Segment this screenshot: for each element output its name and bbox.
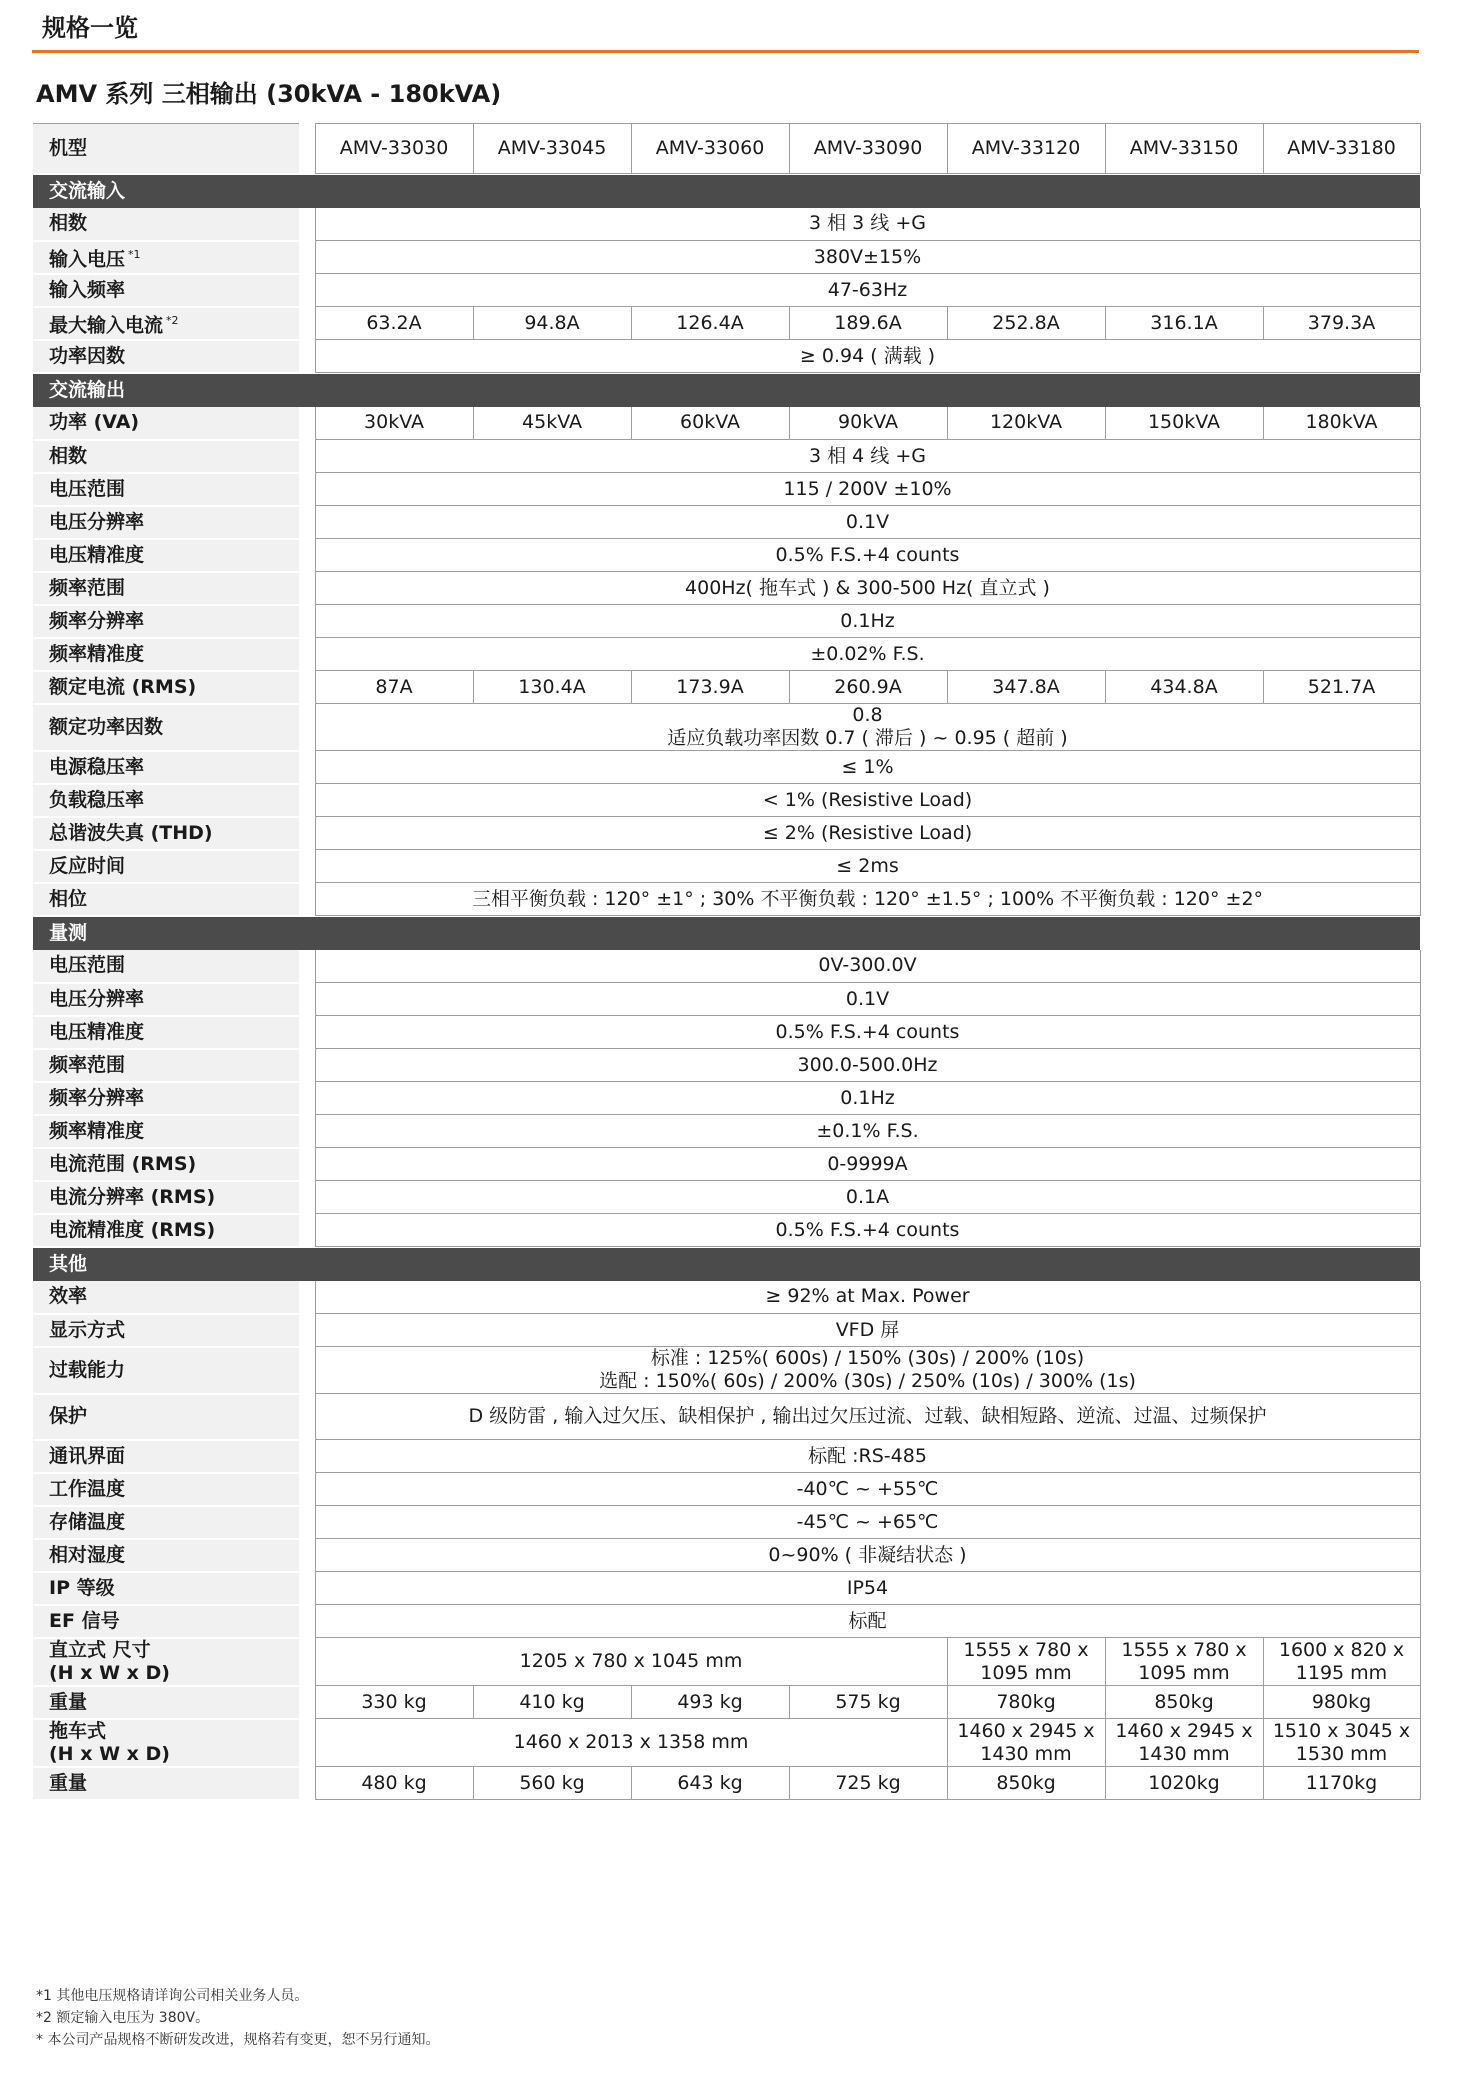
- spec-value: 493 kg: [631, 1686, 789, 1719]
- spec-row: [33, 1049, 1420, 1082]
- spec-value-span: ±0.1% F.S.: [315, 1115, 1420, 1148]
- spec-label-text: 输入频率: [49, 278, 126, 301]
- heading-divider: [32, 50, 1419, 53]
- section-header: [33, 174, 1420, 208]
- model-name: AMV-33180: [1263, 124, 1420, 174]
- spec-value-span: VFD 屏: [315, 1314, 1420, 1347]
- spec-label-text: 功率因数: [49, 344, 126, 367]
- column-gap: [299, 784, 315, 817]
- spec-row: [33, 784, 1420, 817]
- spec-value: 1460 x 2945 x 1430 mm: [1105, 1719, 1263, 1767]
- column-gap: [299, 1314, 315, 1347]
- column-gap: [299, 638, 315, 671]
- spec-row: [33, 751, 1420, 784]
- spec-label: [33, 241, 299, 274]
- spec-value: 1555 x 780 x 1095 mm: [1105, 1638, 1263, 1686]
- spec-row: [33, 274, 1420, 307]
- spec-label: [33, 1281, 299, 1314]
- column-gap: [299, 572, 315, 605]
- spec-row: [33, 950, 1420, 983]
- spec-label-text: 频率范围: [49, 1053, 126, 1076]
- column-gap: [299, 983, 315, 1016]
- spec-value-span: ≥ 92% at Max. Power: [315, 1281, 1420, 1314]
- spec-value: 30kVA: [315, 407, 473, 440]
- spec-row: [33, 506, 1420, 539]
- spec-value: 480 kg: [315, 1767, 473, 1800]
- column-gap: [299, 1394, 315, 1440]
- column-gap: [299, 1281, 315, 1314]
- column-gap: [299, 1638, 315, 1686]
- spec-row: [33, 638, 1420, 671]
- spec-value-span: ≤ 2ms: [315, 850, 1420, 883]
- spec-value-span: 0~90% ( 非凝结状态 ): [315, 1539, 1420, 1572]
- model-name: AMV-33150: [1105, 124, 1263, 174]
- column-gap: [299, 1572, 315, 1605]
- spec-value-span: 标配 :RS-485: [315, 1440, 1420, 1473]
- spec-label: [33, 407, 299, 440]
- spec-label: [33, 704, 299, 751]
- column-gap: [299, 1605, 315, 1638]
- spec-label-text: 电压分辨率: [49, 987, 145, 1010]
- spec-row: [33, 1440, 1420, 1473]
- spec-label: [33, 1473, 299, 1506]
- spec-label: [33, 1049, 299, 1082]
- spec-value-line: 适应负载功率因数 0.7 ( 滞后 ) ~ 0.95 ( 超前 ): [667, 727, 1068, 749]
- spec-value-span: 0.1V: [315, 983, 1420, 1016]
- column-gap: [299, 340, 315, 373]
- spec-value: 180kVA: [1263, 407, 1420, 440]
- model-header-row: [33, 124, 1420, 174]
- spec-value-span: 0.5% F.S.+4 counts: [315, 1016, 1420, 1049]
- column-gap: [299, 1347, 315, 1394]
- spec-value-line: 0.8: [852, 704, 883, 726]
- spec-value-span: 0.1Hz: [315, 1082, 1420, 1115]
- column-gap: [299, 1440, 315, 1473]
- spec-value-span: 300.0-500.0Hz: [315, 1049, 1420, 1082]
- spec-value: 521.7A: [1263, 671, 1420, 704]
- spec-value: 1170kg: [1263, 1767, 1420, 1800]
- spec-value: 1460 x 2945 x 1430 mm: [947, 1719, 1105, 1767]
- spec-row: [33, 1082, 1420, 1115]
- section-title: 交流输出: [33, 373, 1420, 407]
- column-gap: [299, 1016, 315, 1049]
- spec-value: 45kVA: [473, 407, 631, 440]
- spec-value: 850kg: [947, 1767, 1105, 1800]
- spec-value: 90kVA: [789, 407, 947, 440]
- column-gap: [299, 307, 315, 340]
- column-gap: [299, 1473, 315, 1506]
- spec-value-shared: 1460 x 2013 x 1358 mm: [315, 1719, 947, 1767]
- column-gap: [299, 124, 315, 174]
- section-title: 其他: [33, 1247, 1420, 1281]
- spec-table: [33, 123, 1421, 1801]
- column-gap: [299, 1506, 315, 1539]
- spec-row: [33, 1572, 1420, 1605]
- section-header: [33, 916, 1420, 950]
- spec-value-span: 115 / 200V ±10%: [315, 473, 1420, 506]
- spec-row: [33, 407, 1420, 440]
- column-gap: [299, 473, 315, 506]
- spec-row: [33, 1473, 1420, 1506]
- spec-label-text: 重量: [49, 1771, 88, 1794]
- spec-row: [33, 1686, 1420, 1719]
- spec-value: 60kVA: [631, 407, 789, 440]
- spec-value: 126.4A: [631, 307, 789, 340]
- spec-label: [33, 1638, 299, 1686]
- spec-row: [33, 1506, 1420, 1539]
- model-name: AMV-33030: [315, 124, 473, 174]
- spec-value: 173.9A: [631, 671, 789, 704]
- spec-label-text: 额定电流 (RMS): [49, 675, 197, 698]
- spec-row: [33, 605, 1420, 638]
- spec-label-line: (H x W x D): [49, 1742, 170, 1765]
- footnote-line: * 本公司产品规格不断研发改进，规格若有变更，恕不另行通知。: [36, 2032, 440, 2048]
- spec-label: [33, 1539, 299, 1572]
- spec-label-text: 电压精准度: [49, 543, 145, 566]
- spec-value: 347.8A: [947, 671, 1105, 704]
- spec-label: [33, 473, 299, 506]
- page-heading: 规格一览: [42, 14, 138, 42]
- spec-label-text: 电流分辨率 (RMS): [49, 1185, 216, 1208]
- spec-value-span: 0.1A: [315, 1181, 1420, 1214]
- spec-value: 130.4A: [473, 671, 631, 704]
- spec-label-text: 电压精准度: [49, 1020, 145, 1043]
- spec-value: 850kg: [1105, 1686, 1263, 1719]
- spec-label-text: 电流范围 (RMS): [49, 1152, 197, 1175]
- spec-value: 63.2A: [315, 307, 473, 340]
- spec-row: [33, 1638, 1420, 1686]
- spec-label: [33, 539, 299, 572]
- spec-value: 379.3A: [1263, 307, 1420, 340]
- spec-value: 150kVA: [1105, 407, 1263, 440]
- spec-label: [33, 638, 299, 671]
- spec-row: [33, 572, 1420, 605]
- spec-label: [33, 784, 299, 817]
- spec-label: [33, 440, 299, 473]
- spec-row: [33, 208, 1420, 241]
- spec-value: 560 kg: [473, 1767, 631, 1800]
- spec-value-line: 选配 : 150%( 60s) / 200% (30s) / 250% (10s) / 300% (1s): [599, 1370, 1136, 1392]
- spec-label-text: 功率 (VA): [49, 411, 140, 433]
- spec-row: [33, 1281, 1420, 1314]
- spec-label-text: 保护: [49, 1405, 88, 1427]
- spec-label: [33, 751, 299, 784]
- column-gap: [299, 883, 315, 916]
- spec-row: [33, 1767, 1420, 1800]
- column-gap: [299, 1214, 315, 1247]
- spec-value: 434.8A: [1105, 671, 1263, 704]
- spec-value-span: 0V-300.0V: [315, 950, 1420, 983]
- footnote-line: *2 额定输入电压为 380V。: [36, 2010, 210, 2026]
- spec-value-line: 标准 : 125%( 600s) / 150% (30s) / 200% (10s): [650, 1347, 1085, 1369]
- column-gap: [299, 1767, 315, 1800]
- footnotes: [36, 1985, 439, 2051]
- spec-value-span: [315, 1347, 1420, 1394]
- spec-label: [33, 1572, 299, 1605]
- spec-label-text: 电压范围: [49, 954, 126, 976]
- spec-value: 575 kg: [789, 1686, 947, 1719]
- column-gap: [299, 850, 315, 883]
- column-gap: [299, 1082, 315, 1115]
- spec-label-line: 直立式 尺寸: [49, 1638, 151, 1661]
- spec-label-text: 存储温度: [49, 1510, 126, 1533]
- spec-value-span: 0.1V: [315, 506, 1420, 539]
- column-gap: [299, 1719, 315, 1767]
- spec-value-span: 0.5% F.S.+4 counts: [315, 1214, 1420, 1247]
- spec-label: [33, 1440, 299, 1473]
- spec-value: 1020kg: [1105, 1767, 1263, 1800]
- spec-label-text: 电源稳压率: [49, 755, 145, 778]
- spec-label-text: 电压范围: [49, 477, 126, 500]
- column-gap: [299, 208, 315, 241]
- spec-label-text: 相数: [49, 212, 88, 234]
- model-header-label: 机型: [33, 124, 299, 174]
- spec-row: [33, 1347, 1420, 1394]
- spec-label: [33, 605, 299, 638]
- footnote-line: *1 其他电压规格请详询公司相关业务人员。: [36, 1988, 309, 2004]
- spec-label: [33, 572, 299, 605]
- spec-value: 780kg: [947, 1686, 1105, 1719]
- spec-label-text: 输入电压: [49, 248, 126, 271]
- spec-row: [33, 1605, 1420, 1638]
- spec-value: 980kg: [1263, 1686, 1420, 1719]
- spec-label-text: 工作温度: [49, 1477, 126, 1500]
- spec-label-text: 总谐波失真 (THD): [49, 821, 213, 844]
- spec-label-text: 重量: [49, 1690, 88, 1713]
- footnote-ref: *2: [166, 313, 179, 327]
- spec-label: [33, 1016, 299, 1049]
- spec-label: [33, 671, 299, 704]
- column-gap: [299, 704, 315, 751]
- spec-label: [33, 883, 299, 916]
- spec-label: [33, 983, 299, 1016]
- spec-row: [33, 983, 1420, 1016]
- spec-value-span: 47-63Hz: [315, 274, 1420, 307]
- section-title: 量测: [33, 916, 1420, 950]
- spec-value: 189.6A: [789, 307, 947, 340]
- spec-value-span: ±0.02% F.S.: [315, 638, 1420, 671]
- spec-label-text: 反应时间: [49, 854, 126, 877]
- spec-row: [33, 440, 1420, 473]
- spec-value-span: 0.1Hz: [315, 605, 1420, 638]
- spec-label-text: 显示方式: [49, 1318, 126, 1341]
- footnote-ref: *1: [128, 247, 141, 261]
- spec-value-span: 3 相 3 线 +G: [315, 208, 1420, 241]
- spec-row: [33, 671, 1420, 704]
- spec-row: [33, 1148, 1420, 1181]
- section-header: [33, 1247, 1420, 1281]
- spec-label-text: 相对湿度: [49, 1543, 126, 1566]
- spec-label: [33, 208, 299, 241]
- spec-label-text: 频率精准度: [49, 642, 145, 665]
- spec-label: [33, 274, 299, 307]
- spec-value-span: IP54: [315, 1572, 1420, 1605]
- spec-row: [33, 1539, 1420, 1572]
- spec-label-text: 相数: [49, 444, 88, 467]
- spec-value-span: [315, 704, 1420, 751]
- section-header: [33, 373, 1420, 407]
- spec-label: [33, 1719, 299, 1767]
- column-gap: [299, 671, 315, 704]
- spec-label-text: EF 信号: [49, 1609, 120, 1632]
- spec-value-span: ≤ 1%: [315, 751, 1420, 784]
- spec-label-text: 过载能力: [49, 1358, 126, 1381]
- spec-value-span: 3 相 4 线 +G: [315, 440, 1420, 473]
- spec-value-span: 0.5% F.S.+4 counts: [315, 539, 1420, 572]
- spec-row: [33, 1719, 1420, 1767]
- column-gap: [299, 1115, 315, 1148]
- column-gap: [299, 274, 315, 307]
- column-gap: [299, 1539, 315, 1572]
- spec-row: [33, 340, 1420, 373]
- spec-row: [33, 539, 1420, 572]
- spec-value-span: D 级防雷 , 输入过欠压、缺相保护 , 输出过欠压过流、过载、缺相短路、逆流、过温、过频保护: [315, 1394, 1420, 1440]
- spec-value-span: < 1% (Resistive Load): [315, 784, 1420, 817]
- spec-value-span: ≥ 0.94 ( 满载 ): [315, 340, 1420, 373]
- spec-row: [33, 704, 1420, 751]
- spec-label-text: 频率范围: [49, 576, 126, 599]
- spec-value: 252.8A: [947, 307, 1105, 340]
- spec-label: [33, 1686, 299, 1719]
- column-gap: [299, 751, 315, 784]
- spec-value-span: 标配: [315, 1605, 1420, 1638]
- spec-label-text: IP 等级: [49, 1576, 115, 1599]
- spec-row: [33, 850, 1420, 883]
- spec-row: [33, 1214, 1420, 1247]
- spec-row: [33, 241, 1420, 274]
- spec-label: [33, 1767, 299, 1800]
- spec-label-text: 负载稳压率: [49, 788, 145, 811]
- column-gap: [299, 950, 315, 983]
- spec-label-text: 电压分辨率: [49, 510, 145, 533]
- spec-value: 410 kg: [473, 1686, 631, 1719]
- model-name: AMV-33045: [473, 124, 631, 174]
- spec-value-span: 三相平衡负载 : 120° ±1° ; 30% 不平衡负载 : 120° ±1.5° ; 100% 不平衡负载 : 120° ±2°: [315, 883, 1420, 916]
- spec-value: 260.9A: [789, 671, 947, 704]
- column-gap: [299, 506, 315, 539]
- spec-value-span: 400Hz( 拖车式 ) & 300-500 Hz( 直立式 ): [315, 572, 1420, 605]
- spec-row: [33, 817, 1420, 850]
- model-name: AMV-33120: [947, 124, 1105, 174]
- column-gap: [299, 817, 315, 850]
- spec-row: [33, 307, 1420, 340]
- spec-label: [33, 1314, 299, 1347]
- spec-label: [33, 1181, 299, 1214]
- column-gap: [299, 605, 315, 638]
- spec-label-text: 电流精准度 (RMS): [49, 1218, 216, 1241]
- spec-value: 330 kg: [315, 1686, 473, 1719]
- spec-row: [33, 473, 1420, 506]
- spec-row: [33, 1181, 1420, 1214]
- spec-value-span: -45℃ ~ +65℃: [315, 1506, 1420, 1539]
- column-gap: [299, 539, 315, 572]
- column-gap: [299, 1148, 315, 1181]
- spec-label-text: 通讯界面: [49, 1444, 126, 1467]
- spec-value-span: 380V±15%: [315, 241, 1420, 274]
- spec-label-line: (H x W x D): [49, 1661, 170, 1684]
- spec-label: [33, 1347, 299, 1394]
- spec-label-line: 拖车式: [49, 1719, 107, 1742]
- spec-label: [33, 307, 299, 340]
- spec-value-span: 0-9999A: [315, 1148, 1420, 1181]
- spec-value: 94.8A: [473, 307, 631, 340]
- spec-label-text: 效率: [49, 1285, 88, 1307]
- column-gap: [299, 241, 315, 274]
- model-name: AMV-33090: [789, 124, 947, 174]
- spec-row: [33, 1314, 1420, 1347]
- spec-label-text: 频率分辨率: [49, 609, 145, 632]
- spec-value: 725 kg: [789, 1767, 947, 1800]
- spec-value: 120kVA: [947, 407, 1105, 440]
- spec-label: [33, 1115, 299, 1148]
- column-gap: [299, 407, 315, 440]
- spec-label: [33, 1148, 299, 1181]
- spec-label: [33, 1605, 299, 1638]
- spec-value: 1510 x 3045 x 1530 mm: [1263, 1719, 1420, 1767]
- model-name: AMV-33060: [631, 124, 789, 174]
- spec-label: [33, 950, 299, 983]
- spec-value: 1555 x 780 x 1095 mm: [947, 1638, 1105, 1686]
- spec-label: [33, 817, 299, 850]
- spec-value: 87A: [315, 671, 473, 704]
- spec-label: [33, 506, 299, 539]
- spec-label: [33, 850, 299, 883]
- spec-label-text: 额定功率因数: [49, 715, 164, 738]
- column-gap: [299, 1686, 315, 1719]
- spec-label-text: 相位: [49, 887, 88, 910]
- spec-value: 316.1A: [1105, 307, 1263, 340]
- spec-row: [33, 1016, 1420, 1049]
- spec-value-span: ≤ 2% (Resistive Load): [315, 817, 1420, 850]
- spec-value: 643 kg: [631, 1767, 789, 1800]
- series-title: AMV 系列 三相输出 (30kVA - 180kVA): [36, 80, 502, 108]
- spec-label-text: 频率分辨率: [49, 1086, 145, 1109]
- column-gap: [299, 440, 315, 473]
- spec-label: [33, 1214, 299, 1247]
- spec-label: [33, 1506, 299, 1539]
- spec-label: [33, 1394, 299, 1440]
- spec-label-text: 频率精准度: [49, 1119, 145, 1142]
- spec-row: [33, 883, 1420, 916]
- section-title: 交流输入: [33, 174, 1420, 208]
- spec-label: [33, 1082, 299, 1115]
- spec-row: [33, 1115, 1420, 1148]
- column-gap: [299, 1049, 315, 1082]
- spec-label: [33, 340, 299, 373]
- spec-value-shared: 1205 x 780 x 1045 mm: [315, 1638, 947, 1686]
- spec-row: [33, 1394, 1420, 1440]
- spec-label-text: 最大输入电流: [49, 314, 164, 337]
- spec-value: 1600 x 820 x 1195 mm: [1263, 1638, 1420, 1686]
- column-gap: [299, 1181, 315, 1214]
- spec-value-span: -40℃ ~ +55℃: [315, 1473, 1420, 1506]
